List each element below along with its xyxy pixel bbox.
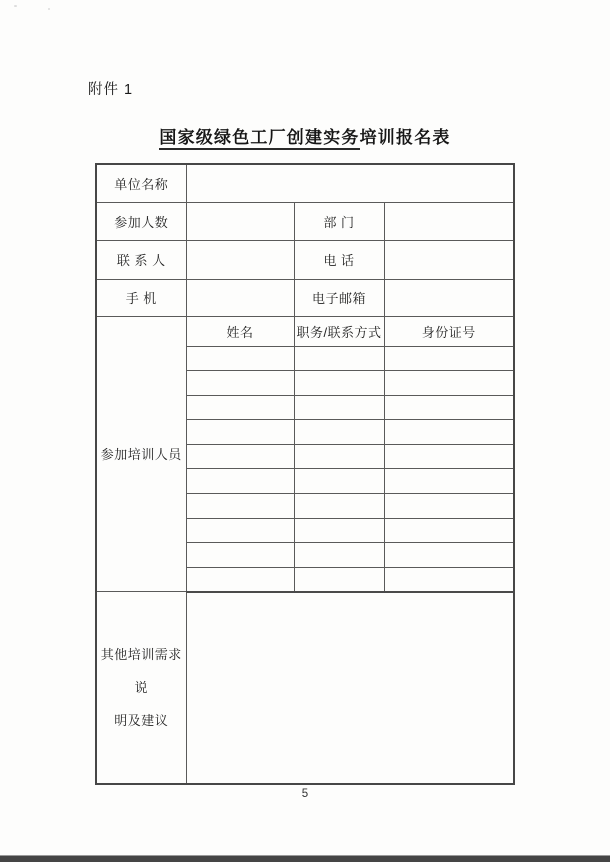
participant-position-cell — [294, 567, 384, 592]
page-number: 5 — [301, 788, 309, 800]
form-title-underlined-part: 国家级绿色工厂创建实务 — [159, 128, 359, 150]
participant-position-cell — [294, 420, 384, 445]
participant-position-cell — [294, 543, 384, 568]
contact-person-label: 联 系 人 — [96, 240, 186, 279]
col-header-name: 姓名 — [186, 316, 294, 346]
unit-name-label: 单位名称 — [96, 164, 186, 202]
participant-id-cell — [384, 469, 514, 494]
participant-id-cell — [384, 444, 514, 469]
participant-name-cell — [186, 518, 294, 543]
other-needs-label-line1: 其他培训需求说 — [100, 647, 182, 696]
attachment-label: 附件 1 — [88, 82, 134, 98]
email-label: 电子邮箱 — [294, 279, 384, 316]
department-label: 部 门 — [294, 202, 384, 240]
scan-speck — [14, 5, 17, 7]
participant-name-cell — [186, 420, 294, 445]
participant-id-cell — [384, 420, 514, 445]
other-needs-input-cell — [186, 592, 514, 784]
registration-table — [95, 163, 515, 785]
other-needs-label-line2: 明及建议 — [114, 713, 169, 729]
participants-count-label: 参加人数 — [96, 202, 186, 240]
contact-person-input-cell — [186, 240, 294, 279]
form-title — [0, 123, 610, 148]
scan-edge-artifact — [0, 855, 610, 862]
department-input-cell — [384, 202, 514, 240]
participant-name-cell — [186, 567, 294, 592]
participant-name-cell — [186, 395, 294, 420]
participants-section-label: 参加培训人员 — [96, 316, 186, 592]
participant-position-cell — [294, 469, 384, 494]
participant-position-cell — [294, 518, 384, 543]
participant-name-cell — [186, 346, 294, 371]
unit-name-row — [96, 164, 514, 202]
participant-position-cell — [294, 494, 384, 519]
participants-count-input-cell — [186, 202, 294, 240]
participant-name-cell — [186, 494, 294, 519]
mobile-label: 手 机 — [96, 279, 186, 316]
participant-position-cell — [294, 371, 384, 396]
participant-id-cell — [384, 494, 514, 519]
participant-position-cell — [294, 444, 384, 469]
participant-id-cell — [384, 371, 514, 396]
col-header-position-contact: 职务/联系方式 — [294, 316, 384, 346]
form-title-plain-part: 培训报名表 — [359, 128, 451, 147]
participant-id-cell — [384, 543, 514, 568]
participant-position-cell — [294, 346, 384, 371]
participant-position-cell — [294, 395, 384, 420]
scan-speck — [48, 8, 50, 10]
participant-id-cell — [384, 518, 514, 543]
participant-name-cell — [186, 469, 294, 494]
other-needs-row — [96, 592, 514, 784]
contact-person-row — [96, 240, 514, 279]
participants-header-row — [96, 316, 514, 346]
col-header-id-number: 身份证号 — [384, 316, 514, 346]
participant-id-cell — [384, 346, 514, 371]
participant-name-cell — [186, 543, 294, 568]
mobile-input-cell — [186, 279, 294, 316]
participant-name-cell — [186, 371, 294, 396]
phone-label: 电 话 — [294, 240, 384, 279]
mobile-row — [96, 279, 514, 316]
participant-id-cell — [384, 567, 514, 592]
participant-id-cell — [384, 395, 514, 420]
phone-input-cell — [384, 240, 514, 279]
participant-name-cell — [186, 444, 294, 469]
email-input-cell — [384, 279, 514, 316]
participants-count-row — [96, 202, 514, 240]
other-needs-label — [96, 592, 186, 784]
unit-name-input-cell — [186, 164, 514, 202]
